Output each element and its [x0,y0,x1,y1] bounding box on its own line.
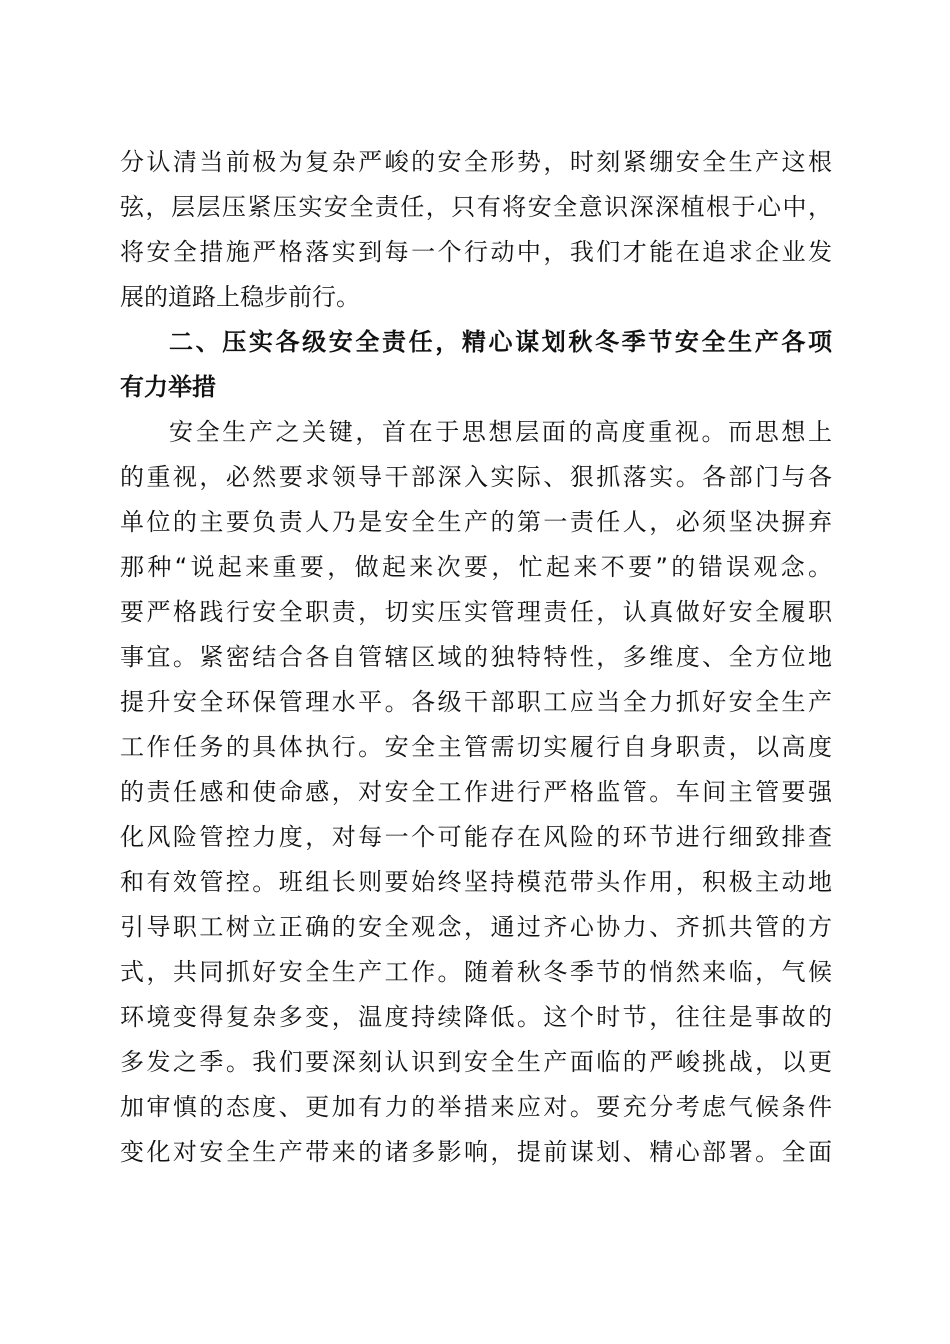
text-line: 多发之季。我们要深刻认识到安全生产面临的严峻挑战，以更 [120,1048,832,1076]
text-line: 单位的主要负责人乃是安全生产的第一责任人，必须坚决摒弃 [120,508,832,536]
heading-line: 有力举措 [120,373,216,401]
text-line: 化风险管控力度，对每一个可能存在风险的环节进行细致排查 [120,823,832,851]
text-line: 要严格践行安全职责，切实压实管理责任，认真做好安全履职 [120,598,832,626]
text-line: 的责任感和使命感，对安全工作进行严格监管。车间主管要强 [120,778,832,806]
text-line: 弦，层层压紧压实安全责任，只有将安全意识深深植根于心中， [120,193,832,221]
text-line: 分认清当前极为复杂严峻的安全形势，时刻紧绷安全生产这根 [120,148,832,176]
text-line: 提升安全环保管理水平。各级干部职工应当全力抓好安全生产 [120,688,832,716]
text-line: 将安全措施严格落实到每一个行动中，我们才能在追求企业发 [120,238,832,266]
text-line: 的重视，必然要求领导干部深入实际、狠抓落实。各部门与各 [120,463,832,491]
text-line: 展的道路上稳步前行。 [120,283,360,311]
text-line: 变化对安全生产带来的诸多影响，提前谋划、精心部署。全面 [120,1138,832,1166]
text-line: 和有效管控。班组长则要始终坚持模范带头作用，积极主动地 [120,868,832,896]
text-line: 加审慎的态度、更加有力的举措来应对。要充分考虑气候条件 [120,1093,832,1121]
text-line: 工作任务的具体执行。安全主管需切实履行自身职责，以高度 [120,733,832,761]
text-line: 环境变得复杂多变，温度持续降低。这个时节，往往是事故的 [120,1003,832,1031]
text-line: 引导职工树立正确的安全观念，通过齐心协力、齐抓共管的方 [120,913,832,941]
text-line: 那种“说起来重要，做起来次要，忙起来不要”的错误观念。 [120,553,832,581]
heading-line: 二、压实各级安全责任，精心谋划秋冬季节安全生产各项 [169,328,832,356]
text-line: 安全生产之关键，首在于思想层面的高度重视。而思想上 [169,418,832,446]
text-line: 事宜。紧密结合各自管辖区域的独特特性，多维度、全方位地 [120,643,832,671]
text-line: 式，共同抓好安全生产工作。随着秋冬季节的悄然来临，气候 [120,958,832,986]
